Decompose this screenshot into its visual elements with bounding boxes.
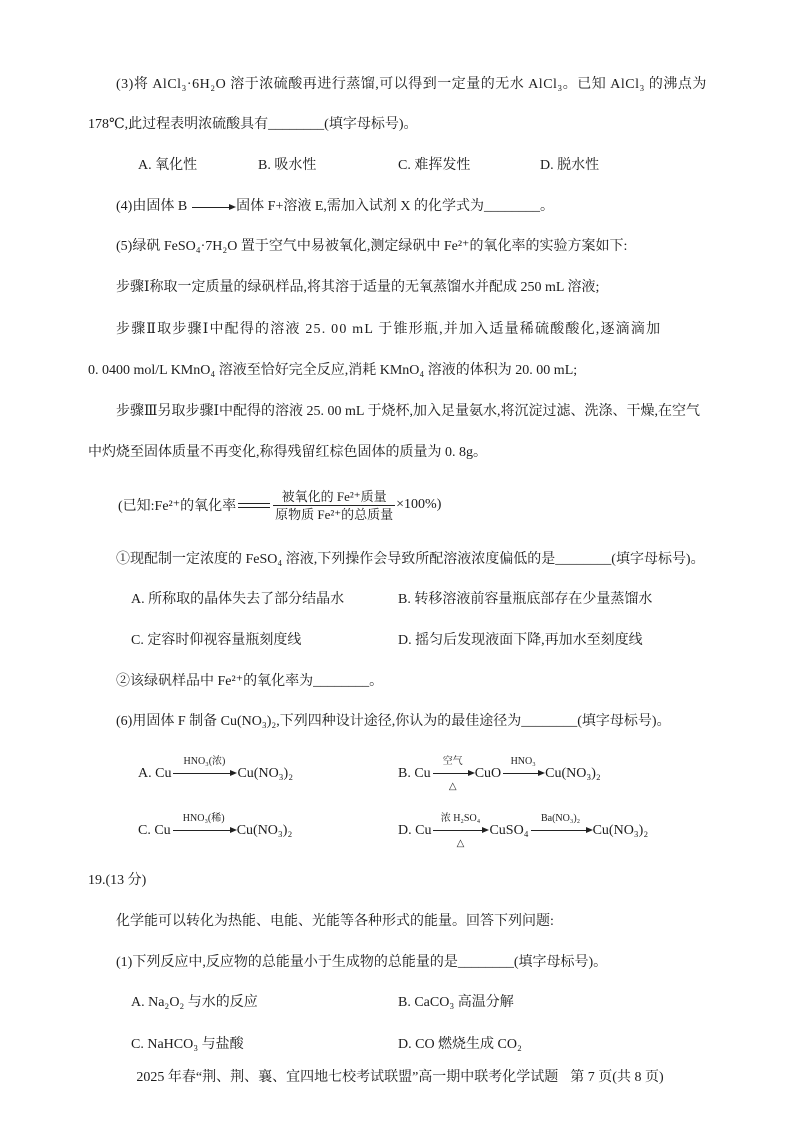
arrow-shaft [531, 830, 588, 831]
route-d-product-1: CuSO₄ [489, 823, 529, 838]
route-c [138, 813, 293, 841]
q3-option-c: C. 难挥发性 [398, 158, 471, 173]
q5-intro: (5)绿矾 FeSO₄·7H₂O 置于空气中易被氧化,测定绿矾中 Fe²⁺的氧化率的实验方案如下: [116, 239, 628, 254]
route-c-reagent-1: HNO₃(稀) [182, 813, 225, 824]
q5-sub1-option-d: D. 摇匀后发现液面下降,再加水至刻度线 [398, 633, 643, 648]
route-d-reagent-2: Ba(NO₃)₂ [540, 813, 581, 824]
route-a-arrow-1 [173, 756, 235, 784]
definition-equals-sign [238, 503, 270, 508]
route-c-arrow-1 [173, 813, 235, 841]
q4-stem-before-arrow: (4)由固体 B [116, 199, 188, 214]
q4-stem [116, 197, 554, 217]
route-b-arrow-2 [503, 756, 543, 784]
q19-sub1-option-b: B. CaCO₃ 高温分解 [398, 995, 514, 1010]
route-a [138, 756, 294, 784]
route-a-product-1: Cu(NO₃)₂ [237, 766, 294, 781]
footer-page-number: 第 7 页(共 8 页) [570, 1070, 664, 1085]
oxidation-rate-definition [118, 484, 441, 526]
q5-sub2-question: ②该绿矾样品中 Fe²⁺的氧化率为________。 [116, 674, 384, 689]
definition-fraction [273, 488, 395, 523]
route-c-reactant: C. Cu [138, 823, 171, 838]
route-c-product-1: Cu(NO₃)₂ [236, 823, 293, 838]
arrow-shaft [192, 207, 231, 208]
q3-option-a: A. 氧化性 [138, 158, 198, 173]
arrow-shaft [433, 773, 470, 774]
route-b-product-1: CuO [474, 766, 502, 781]
route-d-condition-1: △ [456, 838, 465, 849]
q3-stem-line-2: 178℃,此过程表明浓硫酸具有________(填字母标号)。 [88, 117, 418, 132]
q19-sub1-option-a: A. Na₂O₂ 与水的反应 [131, 995, 258, 1010]
q5-step-3-line-2: 中灼烧至固体质量不再变化,称得残留红棕色固体的质量为 0. 8g。 [88, 445, 487, 460]
route-d-reagent-1: 浓 H₂SO₄ [440, 813, 481, 824]
route-d-product-2: Cu(NO₃)₂ [592, 823, 649, 838]
route-d-arrow-2 [531, 813, 591, 841]
q6-question: (6)用固体 F 制备 Cu(NO₃)₂,下列四种设计途径,你认为的最佳途径为________(填字母标号)。 [116, 714, 671, 729]
q19-sub1-option-c: C. NaHCO₃ 与盐酸 [131, 1037, 244, 1052]
q5-sub1-option-c: C. 定容时仰视容量瓶刻度线 [131, 633, 302, 648]
route-b-reagent-2: HNO₃ [510, 756, 536, 767]
arrow-shaft [173, 830, 232, 831]
definition-prefix: (已知:Fe²⁺的氧化率 [118, 499, 237, 514]
route-b-arrow-1 [433, 756, 473, 792]
q3-option-d: D. 脱水性 [540, 158, 600, 173]
q5-step-2-line-1: 步骤Ⅱ取步骤Ⅰ中配得的溶液 25. 00 mL 于锥形瓶,并加入适量稀硫酸酸化,逐滴滴加 [116, 322, 662, 337]
route-a-reactant: A. Cu [138, 766, 172, 781]
page-footer [0, 1068, 800, 1088]
q4-reaction-arrow [192, 197, 234, 217]
route-d [398, 813, 649, 849]
q4-stem-after-arrow: 固体 F+溶液 E,需加入试剂 X 的化学式为________。 [236, 199, 555, 214]
definition-suffix: ×100%) [396, 497, 442, 512]
q5-sub1-option-b: B. 转移溶液前容量瓶底部存在少量蒸馏水 [398, 592, 653, 607]
q5-step-2-line-2: 0. 0400 mol/L KMnO₄ 溶液至恰好完全反应,消耗 KMnO₄ 溶液的体积为 20. 00 mL; [88, 363, 578, 378]
q5-step-1: 步骤Ⅰ称取一定质量的绿矾样品,将其溶于适量的无氧蒸馏水并配成 250 mL 溶液; [116, 280, 600, 295]
route-d-arrow-1 [433, 813, 487, 849]
route-b-condition-1: △ [448, 781, 457, 792]
route-a-reagent-1: HNO₃(浓) [183, 756, 226, 767]
q19-intro: 化学能可以转化为热能、电能、光能等各种形式的能量。回答下列问题: [116, 914, 554, 929]
q3-option-b: B. 吸水性 [258, 158, 317, 173]
q5-step-3-line-1: 步骤Ⅲ另取步骤Ⅰ中配得的溶液 25. 00 mL 于烧杯,加入足量氨水,将沉淀过滤、洗涤、干燥,在空气 [116, 404, 700, 419]
q5-sub1-question: ①现配制一定浓度的 FeSO₄ 溶液,下列操作会导致所配溶液浓度偏低的是________(填字母标号)。 [116, 552, 705, 567]
route-b-product-2: Cu(NO₃)₂ [545, 766, 601, 781]
route-b [398, 756, 601, 792]
fraction-numerator: 被氧化的 Fe²⁺质量 [281, 488, 387, 504]
route-b-reactant: B. Cu [398, 766, 431, 781]
fraction-denominator: 原物质 Fe²⁺的总质量 [275, 506, 394, 522]
arrow-shaft [503, 773, 540, 774]
q19-sub1-question: (1)下列反应中,反应物的总能量小于生成物的总能量的是________(填字母标号)。 [116, 955, 608, 970]
route-b-reagent-1: 空气 [442, 756, 463, 767]
q19-sub1-option-d: D. CO 燃烧生成 CO₂ [398, 1037, 522, 1052]
footer-exam-title: 2025 年春“荆、荆、襄、宜四地七校考试联盟”高一期中联考化学试题 [136, 1070, 559, 1085]
arrow-shaft [173, 773, 232, 774]
q5-sub1-option-a: A. 所称取的晶体失去了部分结晶水 [131, 592, 345, 607]
q3-stem-line-1: (3)将 AlCl₃·6H₂O 溶于浓硫酸再进行蒸馏,可以得到一定量的无水 AlCl₃。已知 AlCl₃ 的沸点为 [116, 77, 707, 92]
route-d-reactant: D. Cu [398, 823, 432, 838]
q19-header: 19.(13 分) [88, 873, 147, 888]
arrow-shaft [433, 830, 484, 831]
